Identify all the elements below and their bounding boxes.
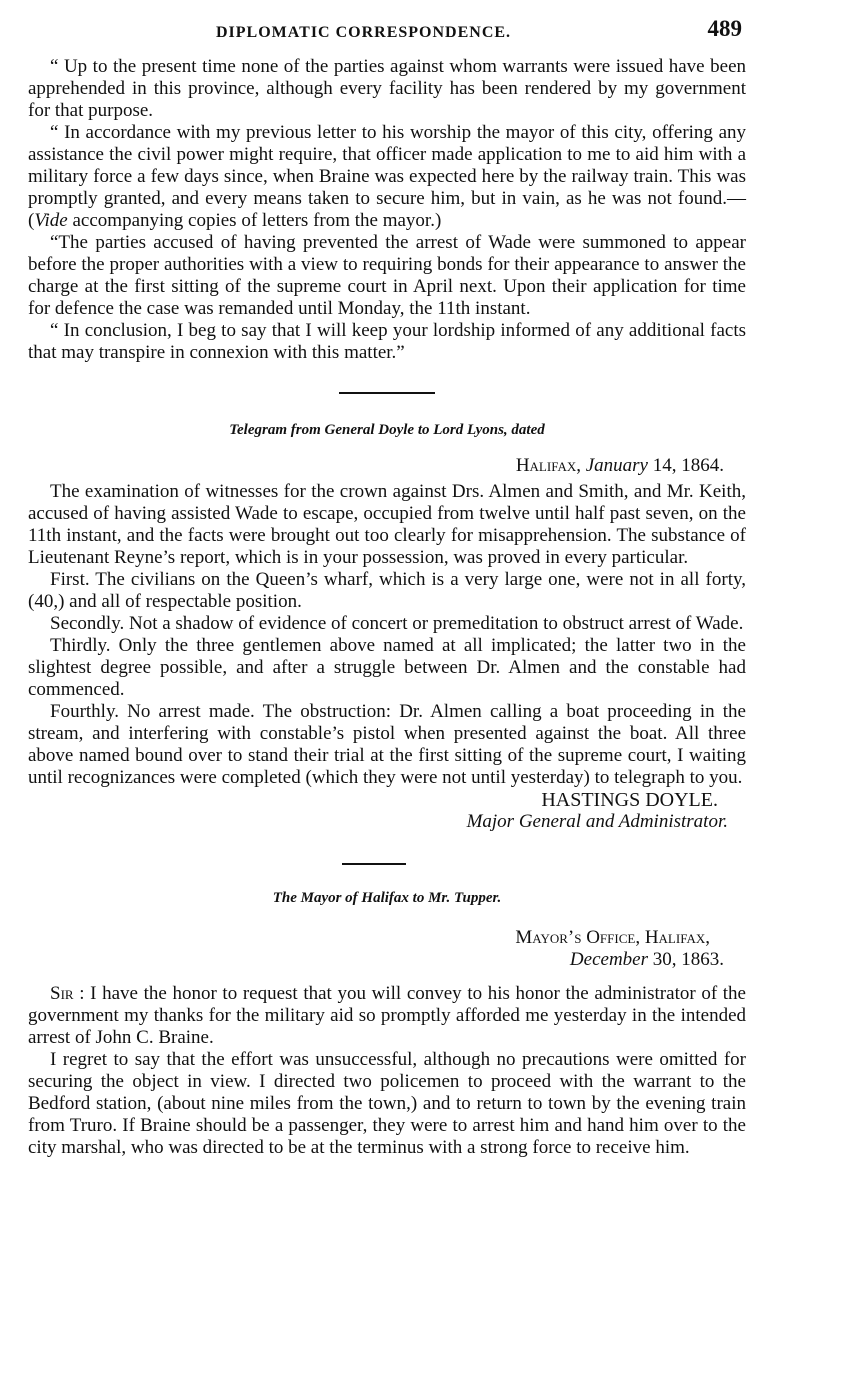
section-divider	[342, 863, 406, 865]
paragraph: “The parties accused of having prevented the arrest of Wade were summoned to appear before the proper authorities with a view to requiring bonds for their appearance to answer the charge at the first sitting of the supreme court in April next. Upon their application for time for defence the case was remanded until Monday, the 11th instant.	[28, 232, 746, 319]
date-month: December	[569, 949, 648, 970]
paragraph	[28, 122, 746, 232]
telegram-body	[28, 481, 746, 789]
section-heading: Telegram from General Doyle to Lord Lyons, dated	[229, 422, 545, 438]
paragraph: “ In conclusion, I beg to say that I will keep your lordship informed of any additional facts that may transpire in connexion with this matter.”	[28, 320, 746, 363]
paragraph: Thirdly. Only the three gentlemen above named at all implicated; the latter two in the slightest degree possible, and after a struggle between Dr. Almen and the constable had commenced.	[28, 635, 746, 700]
telegram-section	[28, 419, 746, 833]
dateline	[28, 949, 746, 971]
salutation: Sir :	[50, 983, 85, 1004]
paragraph: Secondly. Not a shadow of evidence of concert or premeditation to obstruct arrest of Wade.	[50, 613, 744, 634]
paragraph: Fourthly. No arrest made. The obstruction: Dr. Almen calling a boat proceeding in the stream, and interfering with constable’s pistol when presented against the boat. All three above named bound over to stand their trial at the first sitting of the supreme court, I waiting until recognizances were completed (which they were not until yesterday) to telegraph to you.	[28, 701, 746, 788]
dateline	[28, 455, 746, 477]
page-number: 489	[707, 16, 742, 41]
text-run: I have the honor to request that you will convey to his honor the administrator of the government my thanks for the military aid so promptly afforded me yesterday in the intended arrest of John C. Braine.	[28, 983, 746, 1048]
date-rest: 14, 1864.	[648, 455, 724, 476]
header-title: DIPLOMATIC CORRESPONDENCE.	[216, 24, 512, 41]
mayor-letter-section	[28, 887, 746, 1159]
paragraph: “ Up to the present time none of the parties against whom warrants were issued have been apprehended in this province, although every facility has been rendered by my government for that purpose.	[28, 56, 746, 121]
paragraph	[28, 983, 746, 1049]
page	[28, 18, 746, 1159]
running-header	[28, 18, 746, 48]
paragraph: First. The civilians on the Queen’s wharf, which is a very large one, were not in all forty, (40,) and all of respectable position.	[28, 569, 746, 612]
text-run: “ In accordance with my previous letter to his worship the mayor of this city, offering any assistance the civil power might require, that officer made application to me to aid him with a military force a few days since, when Braine was expected here by the railway train. This was promptly granted, and every means taken to secure him, but in vain, as he was not found.—(	[28, 122, 746, 231]
section-divider	[339, 392, 435, 394]
italic-text: Vide	[34, 210, 68, 231]
mayor-letter-body	[28, 983, 746, 1159]
section-heading: The Mayor of Halifax to Mr. Tupper.	[272, 890, 502, 906]
signature-title: Major General and Administrator.	[466, 811, 728, 832]
signature: HASTINGS DOYLE.	[541, 789, 718, 811]
place: Halifax,	[515, 455, 581, 476]
paragraph: The examination of witnesses for the crown against Drs. Almen and Smith, and Mr. Keith, accused of having assisted Wade to escape, occupied from twelve until half past seven, on the 11th instant, and the facts were brought out too clearly for misapprehension. The substance of Lieutenant Reyne’s report, which is in your possession, was proved in every particular.	[28, 481, 746, 568]
paragraph: I regret to say that the effort was unsuccessful, although no precautions were omitted for securing the object in view. I directed two policemen to proceed with the warrant to the Bedford station, (about nine miles from the town,) and to return to town by the evening train from Truro. If Braine should be a passenger, they were to arrest him and hand him over to the city marshal, who was directed to be at the terminus with a strong force to receive him.	[28, 1049, 746, 1158]
office-line: Mayor’s Office, Halifax,	[515, 927, 710, 948]
date-month: January	[585, 455, 648, 476]
letter-continuation	[28, 56, 746, 364]
text-run: accompanying copies of letters from the mayor.)	[67, 210, 442, 231]
date-rest: 30, 1863.	[648, 949, 724, 970]
